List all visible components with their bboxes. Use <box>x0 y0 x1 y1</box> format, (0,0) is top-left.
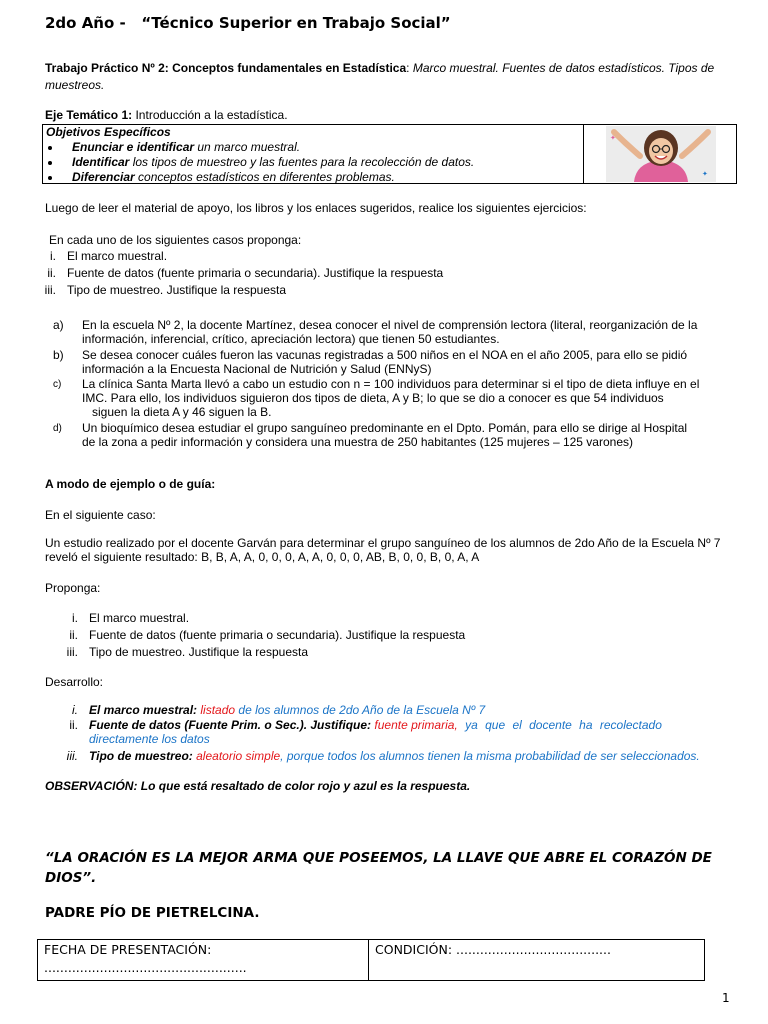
answer-blue-text: directamente los datos <box>89 732 210 746</box>
submission-table <box>37 939 705 981</box>
answer-colon: : <box>193 703 201 717</box>
tp-subtitle: Marco muestral. Fuentes de datos estadísticos. Tipos de muestreos. <box>45 61 715 92</box>
case-line: IMC. Para ello, los individuos siguieron dos tipos de dieta, A y B; lo que se dio a conocer es que 54 individuos <box>82 391 664 405</box>
proposal-list <box>25 249 725 300</box>
item-number: i. <box>72 611 78 625</box>
example-heading: A modo de ejemplo o de guía: <box>45 477 216 491</box>
case-line: La clínica Santa Marta llevó a cabo un estudio con n = 100 individuos para determinar si el tipo de dieta influye en el <box>82 377 700 391</box>
submission-date-label: FECHA DE PRESENTACIÓN: <box>44 942 212 957</box>
objectives-list <box>46 140 583 185</box>
quote-author: PADRE PÍO DE PIETRELCINA. <box>45 905 260 921</box>
objectives-title: Objetivos Específicos <box>46 125 171 139</box>
case-label: b) <box>53 348 64 362</box>
item-number: i. <box>72 703 78 717</box>
condition-label: CONDICIÓN: ....................................... <box>375 942 611 957</box>
answer-line <box>25 732 735 746</box>
objective-text: conceptos estadísticos en diferentes problemas. <box>134 170 395 184</box>
quote-line: “LA ORACIÓN ES LA MEJOR ARMA QUE POSEEMOS, LA LLAVE QUE ABRE EL CORAZÓN DE <box>45 850 712 866</box>
objectives-cell <box>43 125 584 183</box>
item-text: Fuente de datos (fuente primaria o secundaria). Justifique la respuesta <box>67 266 444 280</box>
case-label: a) <box>53 318 64 332</box>
item-text: El marco muestral. <box>67 249 168 263</box>
objective-text: los tipos de muestreo y las fuentes para la recolección de datos. <box>129 155 475 169</box>
item-number: iii. <box>66 749 78 763</box>
objective-item <box>62 170 583 185</box>
item-text: Fuente de datos (fuente primaria o secundaria). Justifique la respuesta <box>89 628 466 642</box>
answer-red-text: fuente primaria, <box>374 718 458 732</box>
case-line: información a la Encuesta Nacional de Nutrición y Salud (ENNyS) <box>82 362 432 376</box>
objective-item <box>62 140 583 155</box>
list-item <box>25 645 725 662</box>
submission-date-cell <box>38 940 369 980</box>
answer-red-text: aleatorio simple <box>192 749 281 763</box>
case-text <box>82 377 768 419</box>
example-study <box>45 536 745 564</box>
objective-text: un marco muestral. <box>194 140 301 154</box>
page-number: 1 <box>722 991 730 1005</box>
item-text: Tipo de muestreo. Justifique la respuesta <box>89 645 309 659</box>
case-d <box>45 421 735 449</box>
list-item <box>25 611 725 628</box>
svg-text:✦: ✦ <box>609 135 616 142</box>
answer-label: Tipo de muestreo: <box>89 749 193 763</box>
objective-verb: Identificar <box>72 155 130 169</box>
eje-label: Eje Temático 1: <box>45 108 133 122</box>
development-label: Desarrollo: <box>45 675 104 689</box>
answer-tipo <box>25 749 700 763</box>
cartoon-image-cell <box>585 125 736 183</box>
answer-marco <box>25 703 485 717</box>
item-number: ii. <box>47 266 56 280</box>
instructions-intro: Luego de leer el material de apoyo, los libros y los enlaces sugeridos, realice los siguientes ejercicios: <box>45 201 587 215</box>
case-b <box>45 348 735 376</box>
case-c <box>45 377 735 419</box>
header-career: “Técnico Superior en Trabajo Social” <box>141 14 451 32</box>
item-number: iii. <box>66 645 78 659</box>
item-number: ii. <box>69 628 78 642</box>
propose-label: Proponga: <box>45 581 101 595</box>
example-proposal-list <box>25 611 725 662</box>
answer-blue-text: ya que el docente ha recolectado <box>457 718 662 732</box>
case-label: c) <box>53 379 62 390</box>
quote-block <box>45 848 735 888</box>
case-line: Se desea conocer cuáles fueron las vacunas registradas a 500 niños en el NOA en el año 2005, para ello se pidió <box>82 348 688 362</box>
case-label: d) <box>53 423 62 434</box>
tp-colon: : <box>406 61 410 75</box>
cartoon-woman-illustration <box>606 126 716 182</box>
item-number: iii. <box>44 283 56 297</box>
practical-work-title <box>45 60 735 94</box>
document-header <box>45 16 451 30</box>
answer-label: Fuente de datos (Fuente Prim. o Sec.). Justifique <box>89 718 368 732</box>
item-text: El marco muestral. <box>89 611 190 625</box>
item-text: Tipo de muestreo. Justifique la respuesta <box>67 283 287 297</box>
case-line: de la zona a pedir información y considera una muestra de 250 habitantes (125 mujeres – 125 varones) <box>82 435 633 449</box>
header-year: 2do Año - <box>45 14 126 32</box>
list-item <box>25 266 725 283</box>
list-item <box>25 283 725 300</box>
list-item <box>25 628 725 645</box>
quote-line: DIOS”. <box>45 870 97 886</box>
condition-cell <box>369 940 617 960</box>
answer-fuente <box>25 718 735 746</box>
study-line: Un estudio realizado por el docente Garván para determinar el grupo sanguíneo de los alumnos de 2do Año de la Escuela Nº 7 <box>45 536 721 550</box>
eje-text: Introducción a la estadística. <box>132 108 288 122</box>
submission-date-blank: ................................................... <box>44 960 247 975</box>
study-line: reveló el siguiente resultado: B, B, A, A, 0, 0, 0, A, A, 0, 0, 0, AB, B, 0, 0, B, 0, A, A <box>45 550 480 564</box>
objective-verb: Diferenciar <box>72 170 135 184</box>
answer-blue-text: , porque todos los alumnos tienen la misma probabilidad de ser seleccionados. <box>280 749 700 763</box>
thematic-axis <box>45 108 288 122</box>
objective-verb: Enunciar e identificar <box>72 140 195 154</box>
case-text <box>82 421 768 449</box>
case-text <box>82 318 768 346</box>
answer-label: El marco muestral <box>89 703 194 717</box>
svg-text:✦: ✦ <box>701 171 708 178</box>
case-line: En la escuela Nº 2, la docente Martínez, desea conocer el nivel de comprensión lectora (literal, reorganización de la <box>82 318 698 332</box>
case-a <box>45 318 735 346</box>
answer-line <box>25 718 735 732</box>
observation-note: OBSERVACIÓN: Lo que está resaltado de color rojo y azul es la respuesta. <box>45 779 471 793</box>
answer-blue-text: de los alumnos de 2do Año de la Escuela Nº 7 <box>235 703 486 717</box>
case-line: Un bioquímico desea estudiar el grupo sanguíneo predominante en el Dpto. Pomán, para ello se dirige al Hospital <box>82 421 688 435</box>
item-number: i. <box>50 249 56 263</box>
case-line: información, inferencial, crítico, apreciación lectora) que tienen 50 estudiantes. <box>82 332 500 346</box>
tp-title: Trabajo Práctico Nº 2: Conceptos fundamentales en Estadística <box>45 61 407 75</box>
objective-item <box>62 155 583 170</box>
list-item <box>25 249 725 266</box>
example-intro: En el siguiente caso: <box>45 508 156 522</box>
cases-intro: En cada uno de los siguientes casos proponga: <box>49 233 302 247</box>
answer-red-text: listado <box>200 703 236 717</box>
case-text <box>82 348 768 376</box>
answer-colon: : <box>367 718 375 732</box>
objectives-table <box>42 124 737 184</box>
item-number: ii. <box>69 718 78 732</box>
case-line: siguen la dieta A y 46 siguen la B. <box>92 405 272 419</box>
